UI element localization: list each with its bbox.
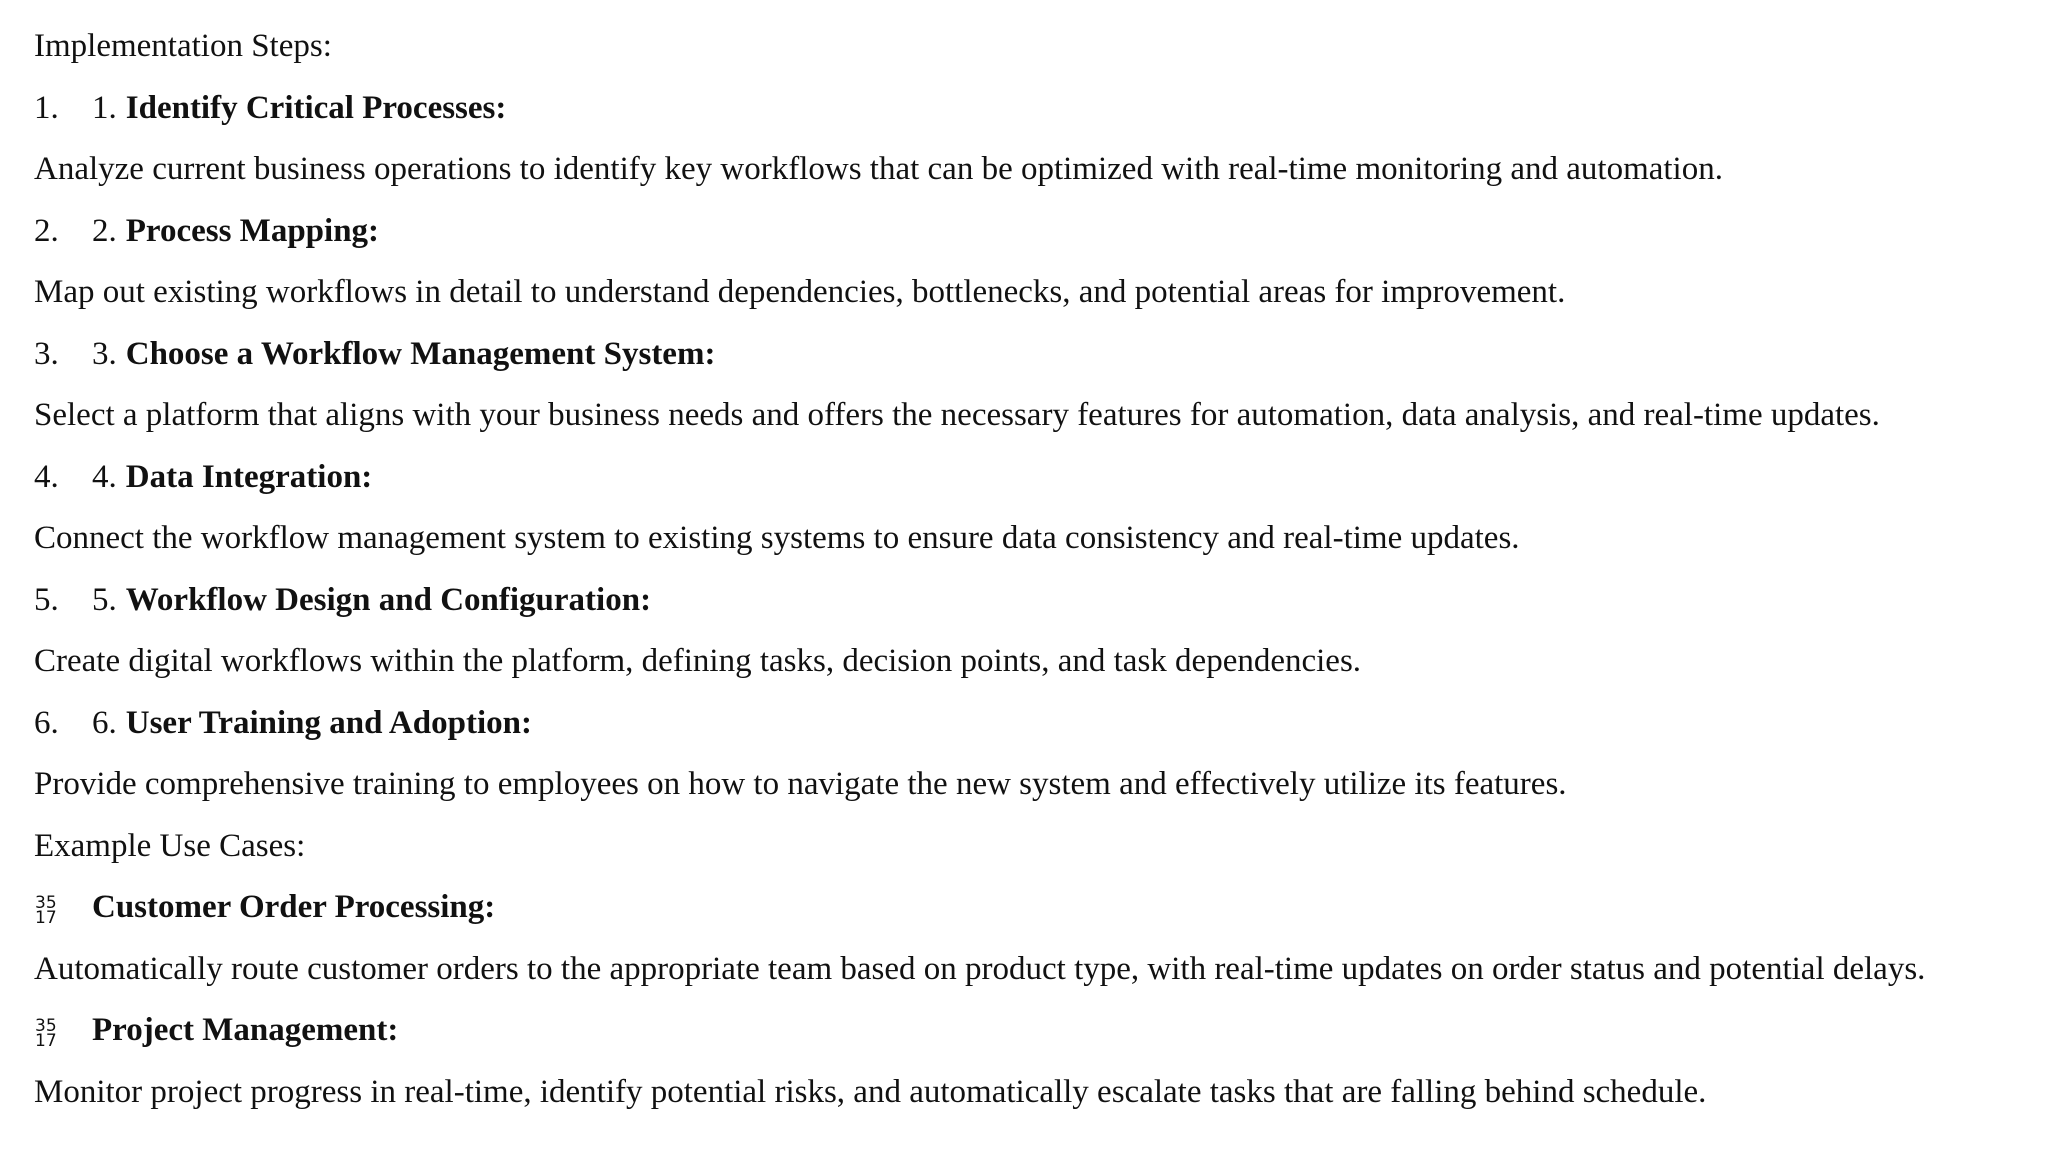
step-item [34,78,2048,140]
step-number: 1. [34,89,59,126]
step-item [34,570,2048,632]
step-description: Create digital workflows within the platform, defining tasks, decision points, and task dependencies. [34,643,1362,679]
step-item [34,447,2048,509]
implementation-steps-heading: Implementation Steps: [34,28,332,64]
bullet-glyph-bottom: 17 [35,908,57,928]
bullet-glyph-top: 35 [35,1016,57,1036]
bullet-glyph-bottom: 17 [35,1031,57,1051]
step-description: Analyze current business operations to identify key workflows that can be optimized with real-time monitoring and automation. [34,151,1723,187]
step-item [34,324,2048,386]
step-number: 4. [34,458,59,495]
step-inner-number: 4. [92,458,117,495]
step-item [34,201,2048,263]
step-description: Provide comprehensive training to employees on how to navigate the new system and effectively utilize its features. [34,766,1567,802]
step-description: Select a platform that aligns with your business needs and offers the necessary features for automation, data analysis, and real-time updates. [34,397,1880,433]
bullet-glyph-top: 35 [35,893,57,913]
step-title: Identify Critical Processes: [125,89,507,126]
use-case-item [34,877,2048,939]
step-number: 6. [34,704,59,741]
use-case-description: Monitor project progress in real-time, identify potential risks, and automatically escalate tasks that are falling behind schedule. [34,1073,1707,1110]
step-title: User Training and Adoption: [125,704,532,741]
use-case-title: Project Management: [92,1012,399,1048]
step-inner-number: 5. [92,581,117,618]
step-number: 2. [34,212,59,249]
step-description: Connect the workflow management system to existing systems to ensure data consistency and real-time updates. [34,520,1520,556]
step-description: Map out existing workflows in detail to understand dependencies, bottlenecks, and potential areas for improvement. [34,274,1566,310]
step-inner-number: 6. [92,704,117,741]
bullet-glyph-icon [35,893,57,928]
step-title: Workflow Design and Configuration: [125,581,652,618]
bullet-glyph-icon [35,1016,57,1051]
use-case-title: Customer Order Processing: [92,889,496,925]
step-item [34,693,2048,755]
example-use-cases-heading: Example Use Cases: [34,827,306,864]
step-inner-number: 3. [92,335,117,372]
step-title: Data Integration: [125,458,373,495]
step-title: Choose a Workflow Management System: [125,335,716,372]
use-case-item [34,1000,2048,1062]
step-number: 3. [34,335,59,372]
bullet-icon [34,877,92,939]
step-inner-number: 2. [92,212,117,249]
step-number: 5. [34,581,59,618]
step-inner-number: 1. [92,89,117,126]
step-title: Process Mapping: [125,212,380,249]
use-case-description: Automatically route customer orders to the appropriate team based on product type, with real-time updates on order status and potential delays. [34,950,1926,987]
bullet-icon [34,1000,92,1062]
